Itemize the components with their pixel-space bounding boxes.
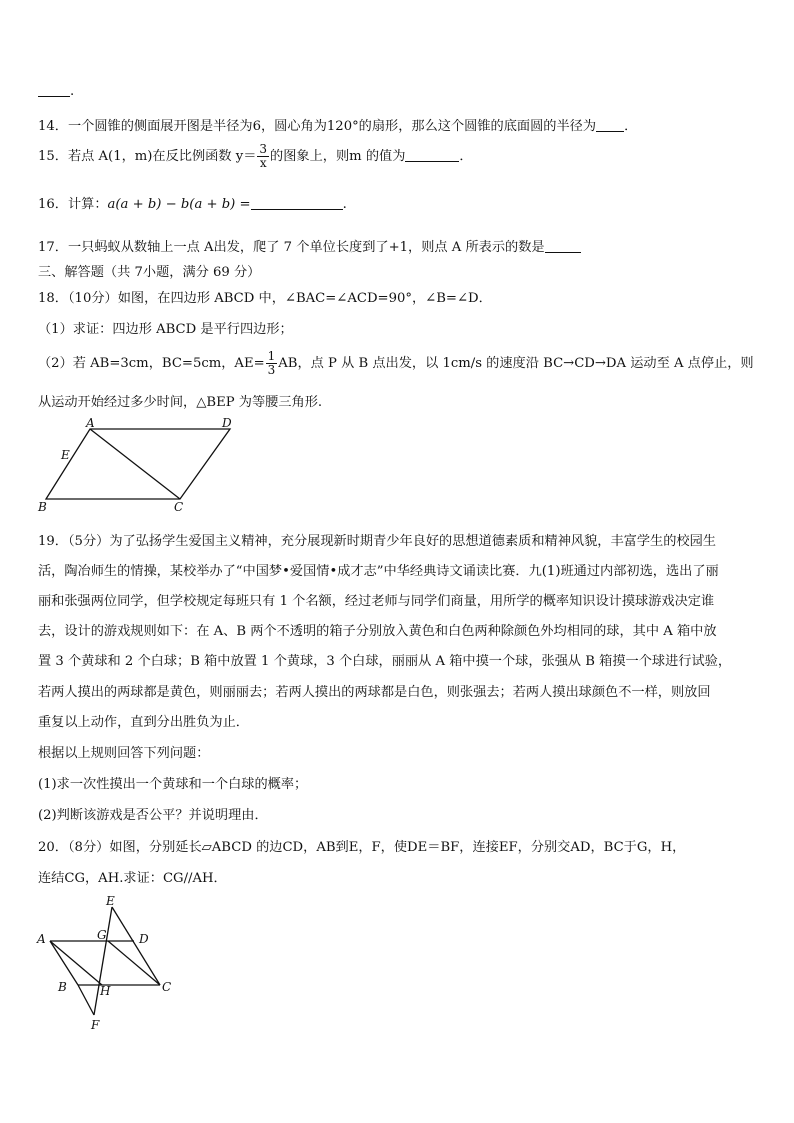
question-17: 17．一只蚂蚁从数轴上一点 A出发，爬了 7 个单位长度到了+1，则点 A 所表示的数是 — [38, 236, 764, 255]
question-19-line: 重复以上动作，直到分出胜负为止． — [38, 715, 249, 730]
question-19-line: 去，设计的游戏规则如下：在 A、B 两个不透明的箱子分别放入黄色和白色两种除颜色外均相同的球，其中 A 箱中放 — [38, 624, 717, 639]
parallelogram-figure-q18 — [36, 415, 240, 515]
label-h: H — [100, 984, 111, 998]
segment-cg — [108, 941, 160, 985]
label-e: E — [106, 894, 115, 908]
label-d: D — [139, 932, 149, 946]
label-a: A — [86, 416, 95, 430]
label-f: F — [91, 1018, 100, 1032]
question-19-line: 19．（5分）为了弘扬学生爱国主义精神，充分展现新时期青少年良好的思想道德素质和精神风貌，丰富学生的校园生 — [38, 534, 716, 549]
label-b: B — [58, 980, 67, 994]
fraction-3-over-x: $\frac{3}{x}$ — [259, 142, 268, 170]
label-c: C — [162, 980, 172, 994]
question-20-line1: 20．（8分）如图，分别延长▱ABCD 的边CD，AB到E，F，使DE＝BF，连接EF，分别交AD，BC于G，H， — [38, 840, 686, 855]
question-19-line: (2)判断该游戏是否公平？并说明理由． — [38, 808, 268, 823]
question-14: 14．一个圆锥的侧面展开图是半径为6，圆心角为120°的扇形，那么这个圆锥的底面圆的半径为 ． — [38, 119, 638, 134]
parallelogram-abcd — [46, 429, 230, 499]
question-19-line: 根据以上规则回答下列问题： — [38, 746, 210, 761]
fraction-1-over-3: $\frac{1}{3}$ — [267, 349, 276, 377]
segment-ef — [94, 907, 112, 1015]
question-15: 15．若点 A(1，m)在反比例函数 y＝ $\frac{3}{x}$ 的图象上，则m 的值为 ． — [38, 142, 473, 170]
answer-blank — [596, 119, 624, 132]
question-19-line: (1)求一次性摸出一个黄球和一个白球的概率； — [38, 777, 308, 792]
label-e: E — [61, 448, 70, 462]
answer-blank — [545, 240, 581, 253]
label-c: C — [174, 500, 184, 514]
question-20-line2: 连结CG，AH.求证：CG//AH． — [38, 871, 227, 886]
question-16: 16．计算：a(a + b) − b(a + b) = . — [38, 197, 347, 212]
label-g: G — [97, 928, 107, 942]
question-19-line: 丽和张强两位同学，但学校规定每班只有 1 个名额，经过老师与同学们商量，用所学的概率知识设计摸球游戏决定谁 — [38, 594, 715, 609]
answer-blank — [251, 197, 343, 210]
segment-bf — [78, 985, 94, 1015]
label-b: B — [38, 500, 47, 514]
segment-ab — [50, 941, 78, 985]
q13-answer-line: . — [38, 84, 764, 99]
question-19-line: 置 3 个黄球和 2 个白球；B 箱中放置 1 个黄球，3 个白球，丽丽从 A 箱中摸一个球，张强从 B 箱摸一个球进行试验， — [38, 654, 732, 669]
answer-blank — [38, 84, 70, 97]
question-19-line: 活，陶冶师生的情操，某校举办了“中国梦•爱国情•成才志”中华经典诗文诵读比赛．九(1)班通过内部初选，选出了丽 — [38, 564, 719, 579]
question-18-stem: 18．（10分）如图，在四边形 ABCD 中，∠BAC=∠ACD=90°，∠B=∠D． — [38, 291, 492, 306]
parallelogram-figure-q20 — [34, 893, 184, 1033]
answer-blank — [405, 149, 459, 162]
diagonal-ac — [90, 429, 180, 499]
question-18-part2: （2）若 AB=3cm，BC=5cm，AE= $\frac{1}{3}$ AB，点 P 从 B 点出发，以 1cm/s 的速度沿 BC→CD→DA 运动至 A 点停止，则 — [38, 349, 754, 377]
segment-ah — [50, 941, 102, 985]
label-d: D — [222, 416, 232, 430]
question-18-part1: （1）求证：四边形 ABCD 是平行四边形； — [38, 322, 293, 337]
section-heading: 三、解答题（共 7小题，满分 69 分） — [38, 265, 261, 280]
question-19-line: 若两人摸出的两球都是黄色，则丽丽去；若两人摸出的两球都是白色，则张强去；若两人摸出球颜色不一样，则放回 — [38, 685, 711, 700]
label-a: A — [37, 932, 46, 946]
segment-ec — [112, 907, 160, 985]
question-18-part2-line2: 从运动开始经过多少时间，△BEP 为等腰三角形. — [38, 395, 323, 410]
